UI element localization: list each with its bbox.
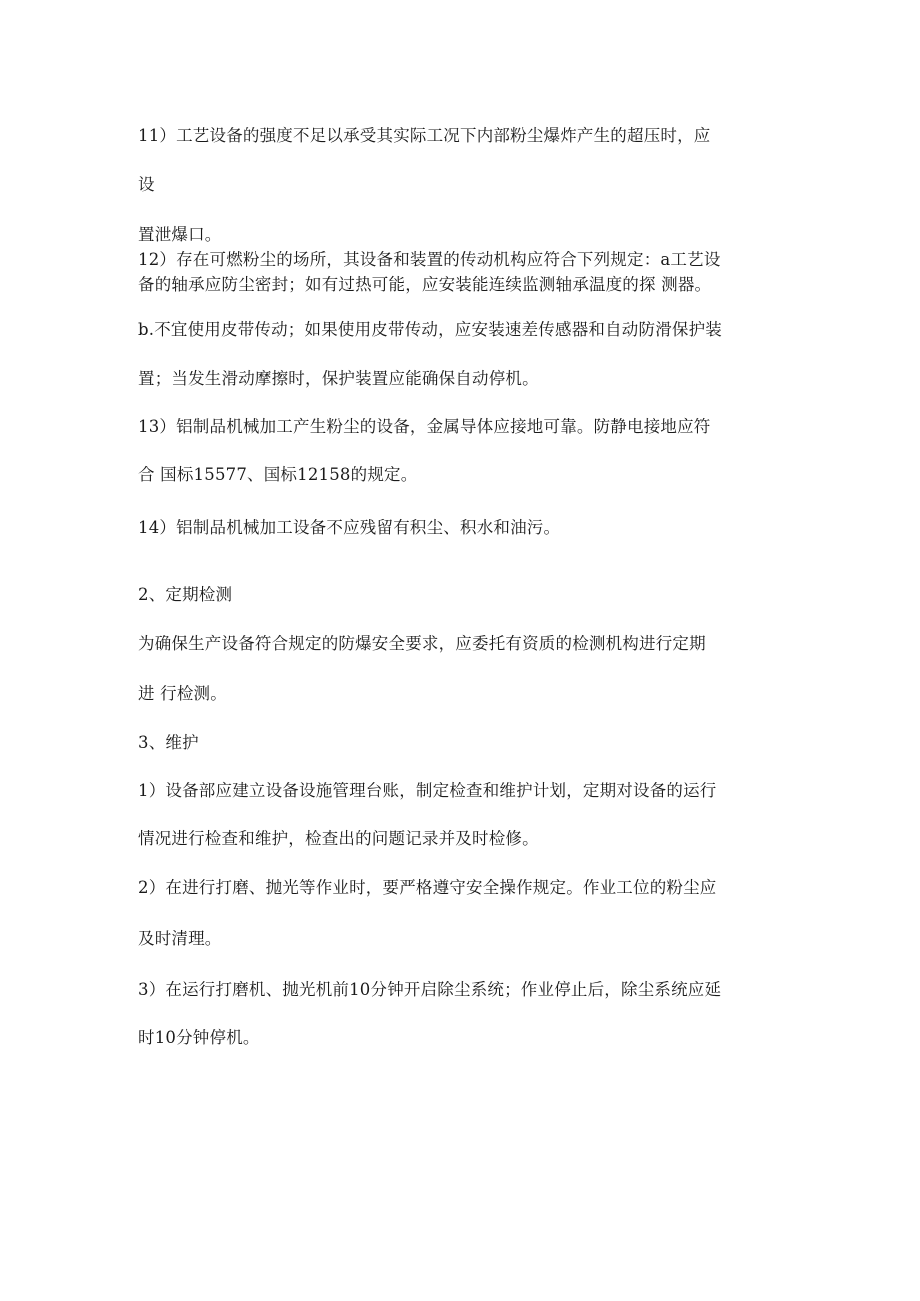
item-12-line-1: 12）存在可燃粉尘的场所，其设备和装置的传动机构应符合下列规定：a工艺设 — [138, 250, 721, 269]
maint-2-line-2: 及时清理。 — [138, 929, 222, 948]
section-2-heading: 2、定期检测 — [138, 585, 233, 604]
item-12-line-2: 备的轴承应防尘密封；如有过热可能，应安装能连续监测轴承温度的探 测器。 — [138, 275, 712, 294]
maint-1-line-1: 1）设备部应建立设备设施管理台账，制定检查和维护计划，定期对设备的运行 — [138, 781, 717, 800]
section-2-line-2: 进 行检测。 — [138, 684, 227, 703]
item-12-line-4: 置；当发生滑动摩擦时，保护装置应能确保自动停机。 — [138, 369, 539, 388]
item-14-line-1: 14）铝制品机械加工设备不应残留有积尘、积水和油污。 — [138, 518, 561, 537]
section-3-heading: 3、维护 — [138, 733, 199, 752]
maint-3-line-2: 时10分钟停机。 — [138, 1028, 260, 1047]
item-13-line-2: 合 国标15577、国标12158的规定。 — [138, 465, 418, 484]
item-13-line-1: 13）铝制品机械加工产生粉尘的设备，金属导体应接地可靠。防静电接地应符 — [138, 417, 711, 436]
item-12-line-3: b.不宜使用皮带传动；如果使用皮带传动，应安装速差传感器和自动防滑保护装 — [138, 320, 723, 339]
item-11-line-2: 设 — [138, 175, 155, 194]
item-11-line-1: 11）工艺设备的强度不足以承受其实际工况下内部粉尘爆炸产生的超压时，应 — [138, 126, 711, 145]
item-11-line-3: 置泄爆口。 — [138, 225, 222, 244]
maint-2-line-1: 2）在进行打磨、抛光等作业时，要严格遵守安全操作规定。作业工位的粉尘应 — [138, 878, 717, 897]
maint-3-line-1: 3）在运行打磨机、抛光机前10分钟开启除尘系统；作业停止后，除尘系统应延 — [138, 980, 722, 999]
section-2-line-1: 为确保生产设备符合规定的防爆安全要求，应委托有资质的检测机构进行定期 — [138, 634, 706, 653]
maint-1-line-2: 情况进行检查和维护，检查出的问题记录并及时检修。 — [138, 829, 539, 848]
